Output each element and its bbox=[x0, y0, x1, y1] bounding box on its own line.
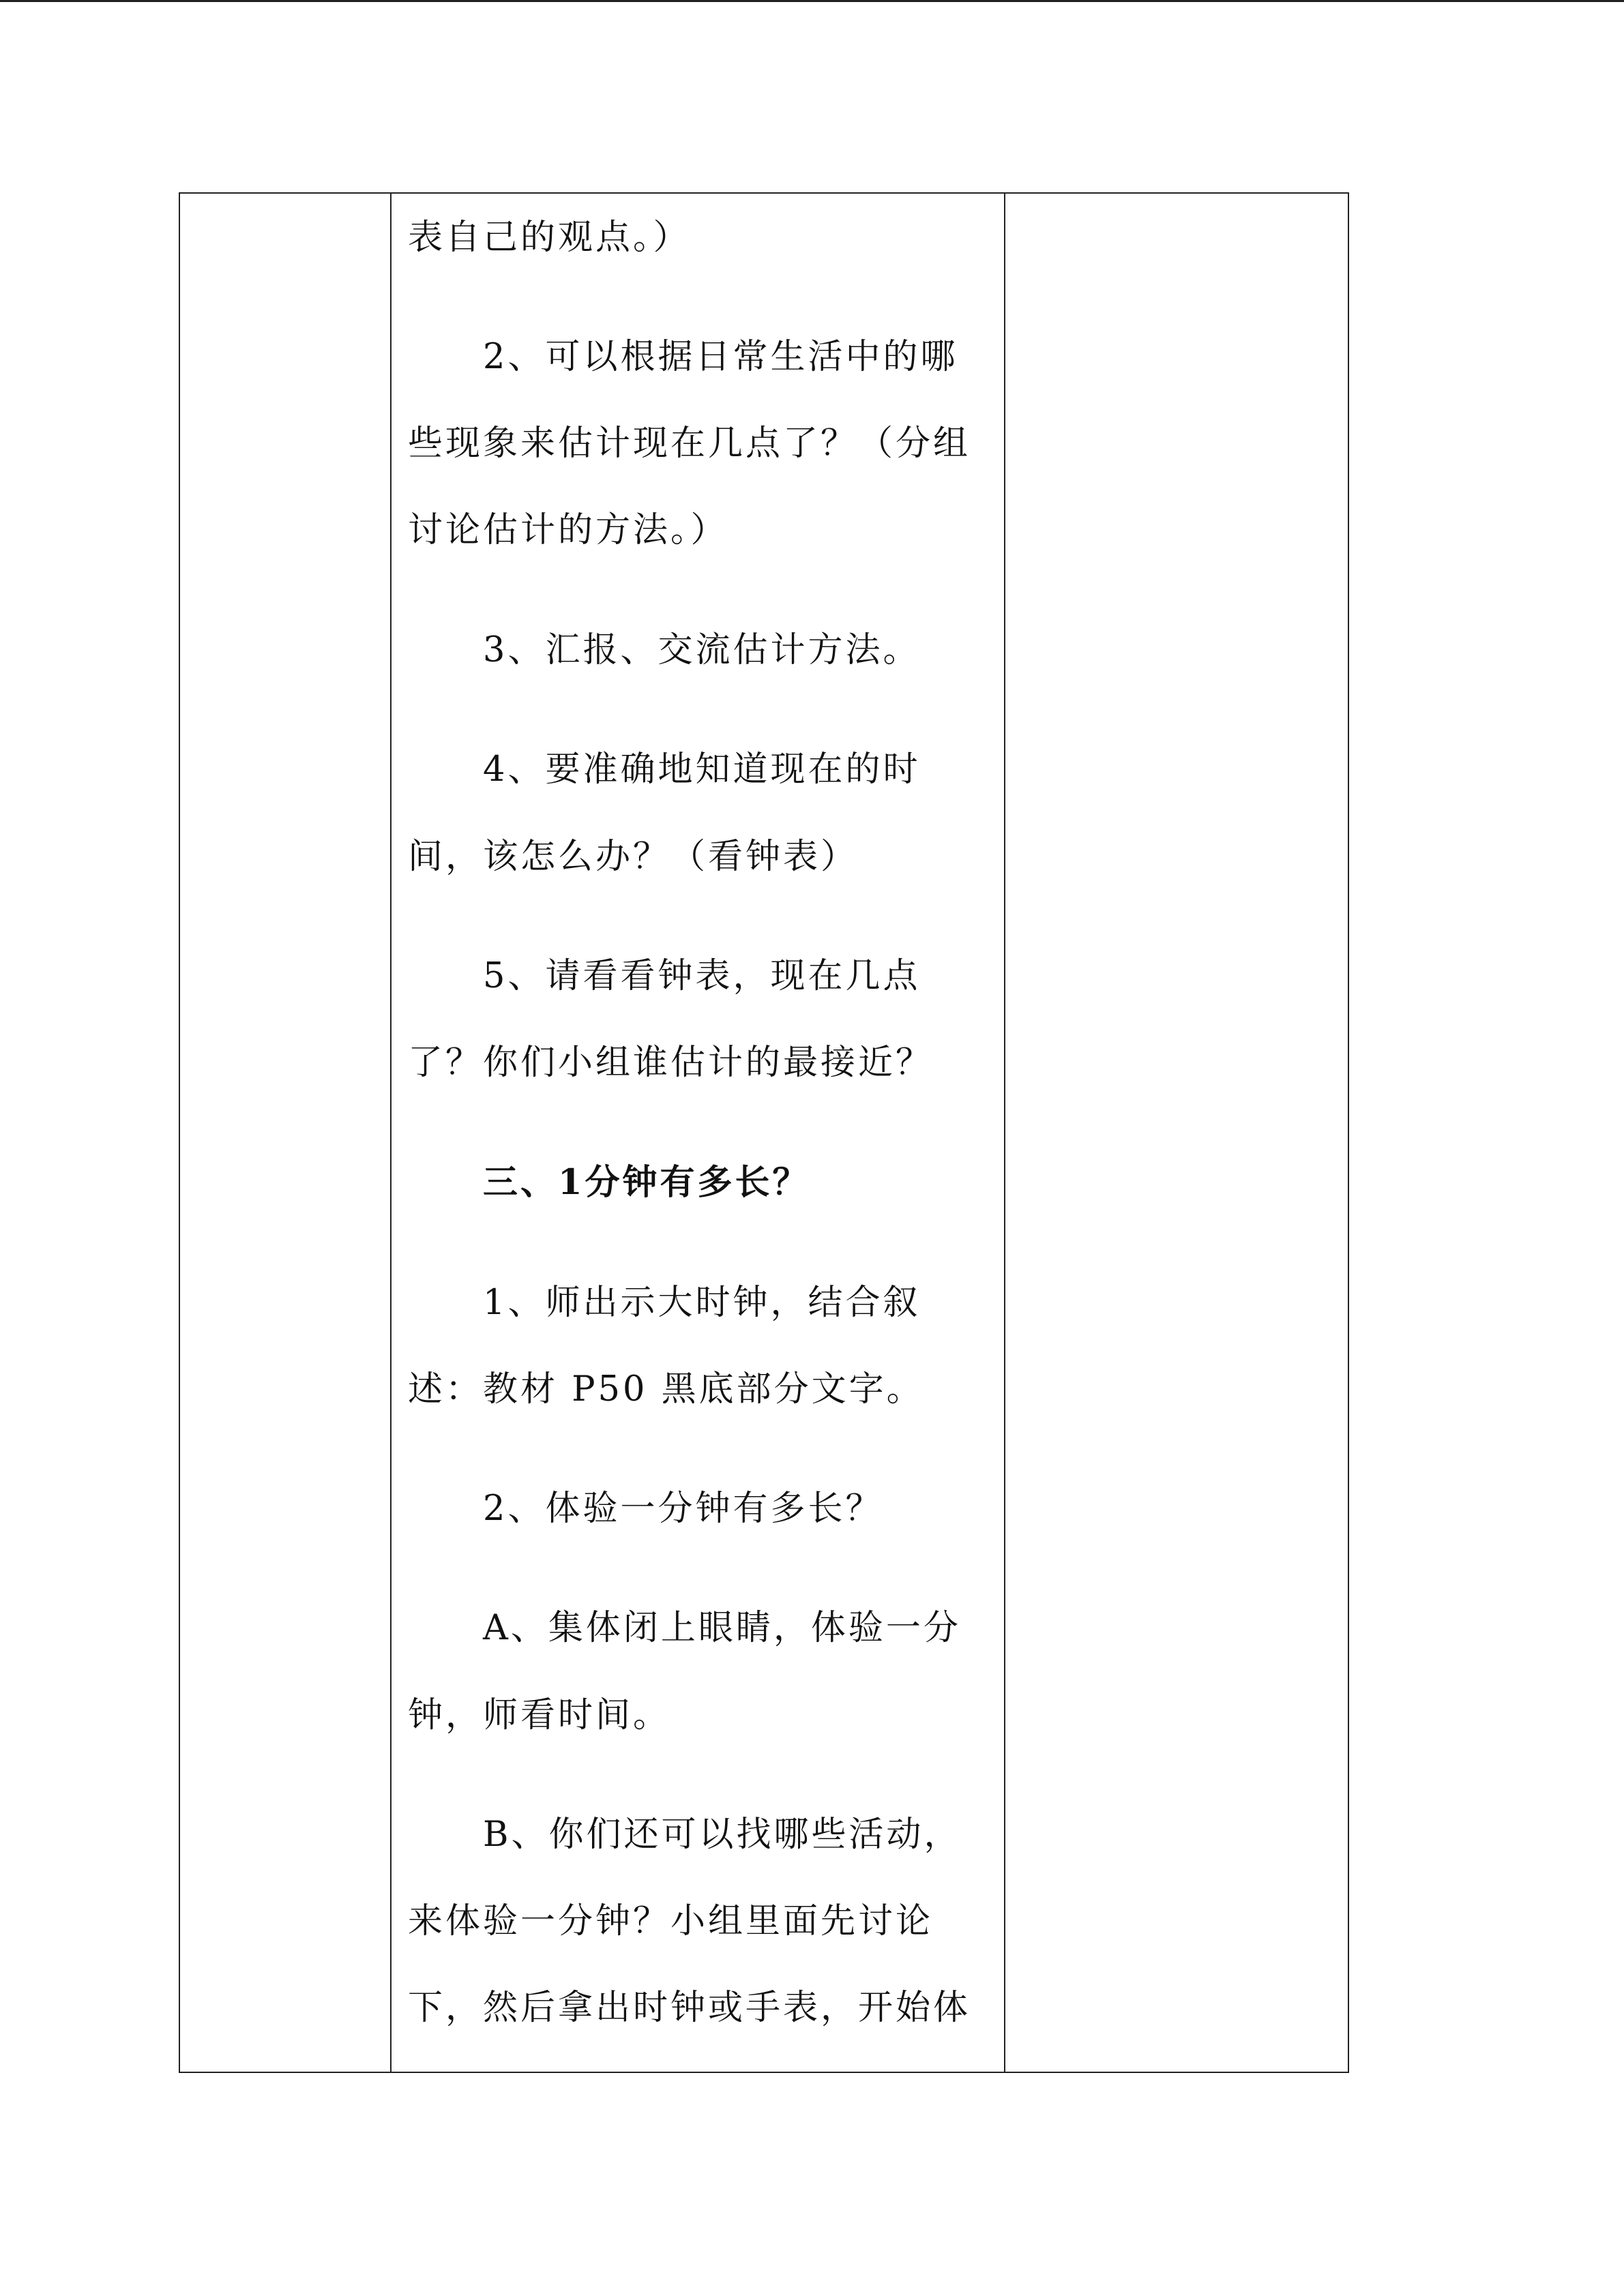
table-left-cell bbox=[180, 194, 390, 2072]
text-line: 了？你们小组谁估计的最接近？ bbox=[408, 1043, 934, 1083]
text-line: 述：教材 P50 黑底部分文字。 bbox=[408, 1369, 924, 1410]
table-middle-cell bbox=[408, 194, 996, 2072]
page-top-rule bbox=[0, 0, 1624, 2]
text-line: 2、体验一分钟有多长？ bbox=[483, 1489, 883, 1529]
text-line: 4、要准确地知道现在的时 bbox=[483, 749, 921, 790]
text-line: 1、师出示大时钟，结合叙 bbox=[483, 1283, 921, 1323]
text-line: 讨论估计的方法。） bbox=[408, 510, 728, 550]
section-heading: 三、1分钟有多长？ bbox=[483, 1162, 810, 1203]
column-divider bbox=[390, 194, 392, 2072]
text-line: 表自己的观点。） bbox=[408, 218, 691, 258]
text-line: 间，该怎么办？（看钟表） bbox=[408, 837, 859, 877]
table-right-cell bbox=[1005, 194, 1349, 2072]
text-line: 来体验一分钟？小组里面先讨论 bbox=[408, 1901, 934, 1941]
text-line: 下，然后拿出时钟或手表，开始体 bbox=[408, 1988, 971, 2028]
text-line: 2、可以根据日常生活中的哪 bbox=[483, 337, 958, 377]
text-line: A、集体闭上眼睛，体验一分 bbox=[483, 1608, 961, 1648]
text-line: 钟，师看时间。 bbox=[408, 1695, 671, 1735]
text-line: B、你们还可以找哪些活动， bbox=[483, 1815, 962, 1855]
text-line: 3、汇报、交流估计方法。 bbox=[483, 630, 921, 670]
text-line: 些现象来估计现在几点了？（分组 bbox=[408, 423, 971, 464]
lesson-plan-table bbox=[179, 192, 1349, 2073]
text-line: 5、请看看钟表，现在几点 bbox=[483, 956, 921, 996]
